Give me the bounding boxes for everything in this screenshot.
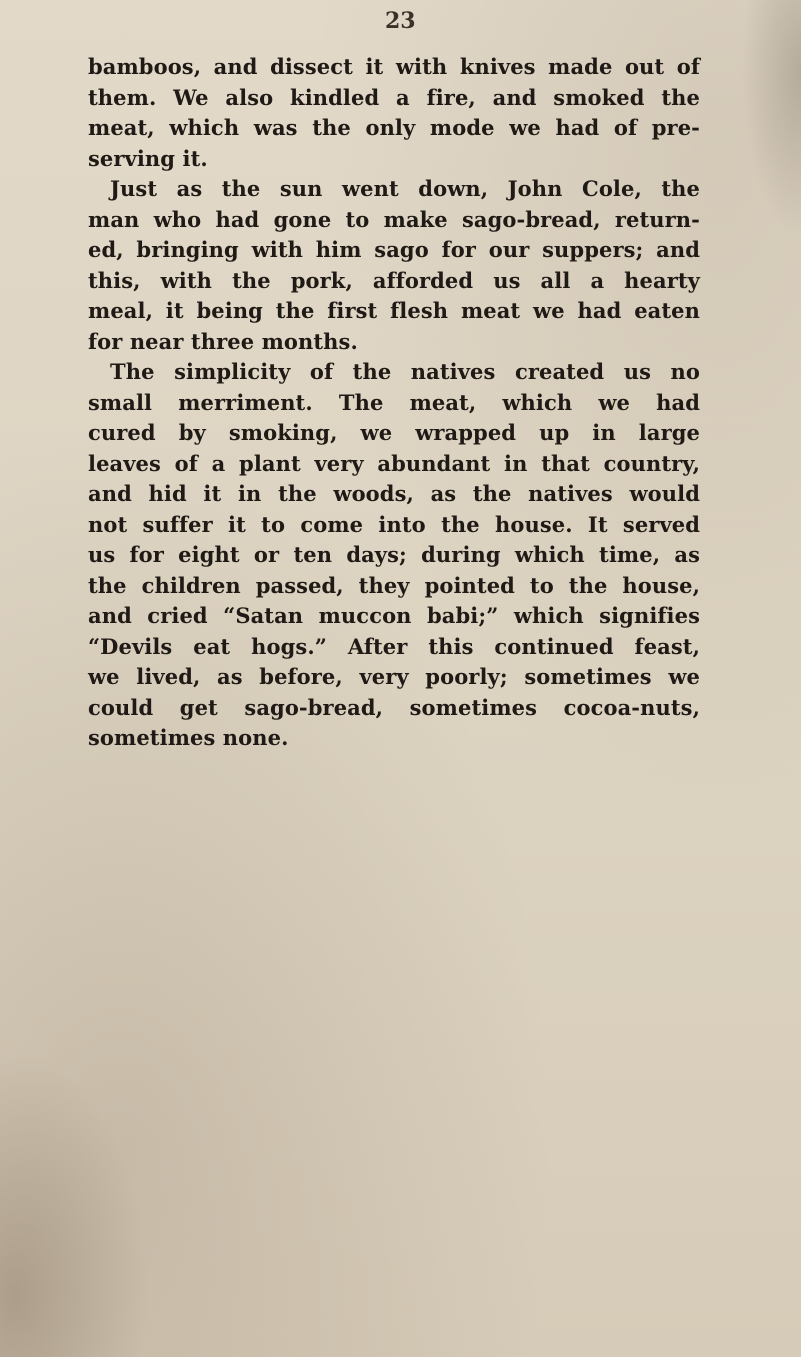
text-line: the children passed, they pointed to the house, — [88, 572, 700, 598]
text-line: man who had gone to make sago-bread, return- — [88, 206, 700, 232]
text-line: The simplicity of the natives created us no — [110, 359, 700, 384]
text-line: us for eight or ten days; during which time, as — [88, 542, 700, 567]
text-line: bamboos, and dissect it with knives made out of — [88, 54, 700, 79]
text-line: cured by smoking, we wrapped up in large — [88, 420, 700, 445]
text-line: ed, bringing with him sago for our suppers; and — [88, 237, 700, 262]
page-number: 23 — [385, 8, 416, 34]
text-line: them. We also kindled a fire, and smoked the — [88, 84, 700, 110]
text-line: meat, which was the only mode we had of pre- — [88, 115, 700, 140]
text-line: meal, it being the first flesh meat we had eaten — [88, 298, 700, 323]
text-line: not suffer it to come into the house. It served — [88, 511, 700, 537]
text-line: could get sago-bread, sometimes cocoa-nuts, — [88, 694, 700, 720]
text-line: this, with the pork, afforded us all a hearty — [88, 267, 700, 293]
text-line: and hid it in the woods, as the natives would — [88, 481, 700, 506]
text-line: “Devils eat hogs.” After this continued feast, — [88, 633, 700, 659]
text-line: leaves of a plant very abundant in that country, — [88, 450, 700, 476]
text-line: serving it. — [88, 145, 208, 171]
text-line: Just as the sun went down, John Cole, the — [110, 176, 700, 201]
text-line: we lived, as before, very poorly; sometimes we — [88, 664, 700, 689]
text-line: sometimes none. — [88, 725, 289, 750]
body-text — [88, 52, 700, 754]
text-line: and cried “Satan muccon babi;” which signifies — [88, 603, 700, 628]
paper-stain — [0, 1050, 150, 1357]
paper-stain — [741, 0, 801, 240]
text-line: for near three months. — [88, 328, 358, 354]
text-line: small merriment. The meat, which we had — [88, 389, 700, 415]
